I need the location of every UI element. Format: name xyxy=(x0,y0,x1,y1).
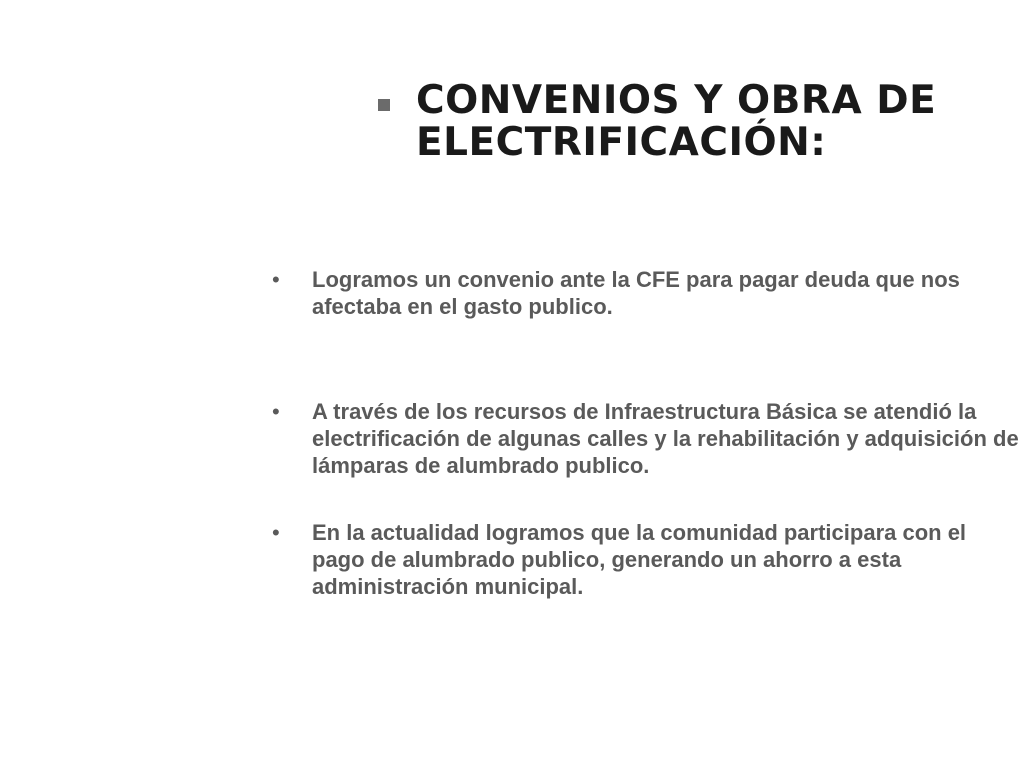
bullet-text: A través de los recursos de Infraestructura Básica se atendió la electrificación de algunas calles y la rehabilitación y adquisición de lámparas de alumbrado publico. xyxy=(312,399,1019,478)
slide-title: CONVENIOS Y OBRA DE ELECTRIFICACIÓN: xyxy=(416,78,937,165)
bullet-text: En la actualidad logramos que la comunidad participara con el pago de alumbrado publico, generando un ahorro a esta administración municipal. xyxy=(312,520,967,599)
bullet-dot-icon: • xyxy=(272,399,280,424)
bullet-dot-icon: • xyxy=(272,267,280,292)
bullet-text: Logramos un convenio ante la CFE para pagar deuda que nos afectaba en el gasto publico. xyxy=(312,267,960,319)
bullet-dot-icon: • xyxy=(272,520,280,545)
square-bullet-icon xyxy=(378,99,390,111)
